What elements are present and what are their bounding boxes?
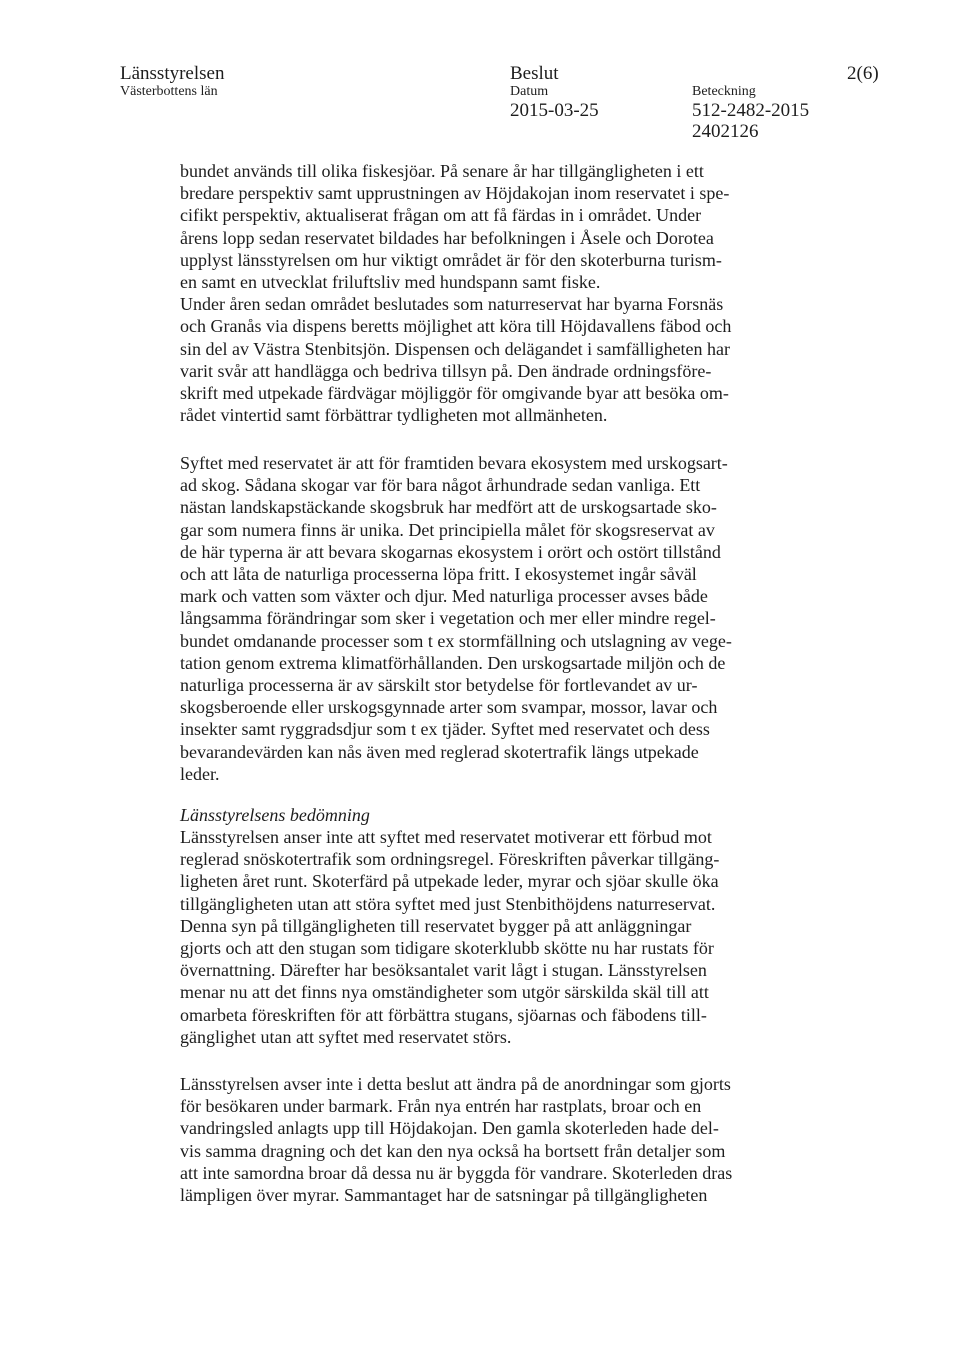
reference-extra: 2402126 bbox=[692, 121, 759, 142]
date-value: 2015-03-25 bbox=[510, 100, 599, 121]
paragraph-reserve-purpose: Syftet med reservatet är att för framtiden bevara ekosystem med urskogsart- ad skog. Sådana skogar var för bara något århundrade sedan vanliga. Ett nästan landskapstäckande skogsbruk har medfört att de urskogsartade sko- gar som numera finns är unika. Det principiella målet för skogsreservat av de här typerna är att bevara skogarnas ekosystem i orört och ostört tillstånd och att låta de naturliga processerna löpa fritt. I ekosystemet ingår såväl mark och vatten som växter och djur. Med naturliga processer avses både långsamma förändringar som sker i vegetation och mer eller mindre regel- bundet omdanande processer som t ex stormfällning och utslagning av vege- tation genom extrema klimatförhållanden. Den urskogsartade miljön och de naturliga processerna är av särskilt stor betydelse för fortlevandet av ur- skogsberoende eller urskogsgynnade arter som svampar, mossor, lavar och insekter samt ryggradsdjur som t ex tjäder. Syftet med reservatet och dess bevarandevärden kan nås även med reglerad skotertrafik längs utpekade leder. bbox=[180, 453, 732, 784]
paragraph-assessment: Länsstyrelsen anser inte att syftet med reservatet motiverar ett förbud mot reglerad snöskotertrafik som ordningsregel. Föreskriften påverkar tillgäng- ligheten året runt. Skoterfärd på utpekade leder, myrar och sjöar skulle öka tillgängligheten utan att störa syftet med just Stenbithöjdens naturreservat. Denna syn på tillgängligheten till reservatet bygger på att anläggningar gjorts och att den stugan som tidigare skoterklubb skötte nu har rustats för övernattning. Därefter har besöksantalet varit lågt i stugan. Länsstyrelsen menar nu att det finns nya omständigheter som utgör särskilda skäl till att omarbeta föreskriften för att förbättra stugans, sjöarnas och fäbodens till- gänglighet utan att syftet med reservatet störs. bbox=[180, 827, 720, 1047]
paragraph-summer-facilities: Länsstyrelsen avser inte i detta beslut att ändra på de anordningar som gjorts för besökaren under barmark. Från nya entrén har rastplats, broar och en vandringsled anlagts upp till Höjdakojan. Den gamla skoterleden hade del- vis samma dragning och det kan den nya också ha bortsett från detaljer som att inte samordna broar då dessa nu är byggda för vandrare. Skoterleden dras lämpligen över myrar. Sammantaget har de satsningar på tillgängligheten bbox=[180, 1074, 733, 1206]
organization-name: Länsstyrelsen bbox=[120, 63, 225, 84]
section-heading: Länsstyrelsens bedömning bbox=[180, 805, 370, 825]
date-label: Datum bbox=[510, 84, 549, 99]
reference-value: 512-2482-2015 bbox=[692, 100, 810, 121]
reference-label: Beteckning bbox=[692, 84, 756, 99]
document-type: Beslut bbox=[510, 63, 559, 84]
page-number: 2(6) bbox=[847, 63, 879, 84]
department-name: Västerbottens län bbox=[120, 84, 218, 99]
paragraph-access-background: bundet används till olika fiskesjöar. På senare år har tillgängligheten i ett bredare perspektiv samt upprustningen av Höjdakojan inom reservatet i spe- cifikt perspektiv, aktualiserat frågan om att få färdas in i området. Under årens lopp sedan reservatet bildades har befolkningen i Åsele och Dorotea upplyst länsstyrelsen om hur viktigt området är för den skoterburna turism- en samt en utvecklat friluftsliv med hundspann samt fiske. Under åren sedan området beslutades som naturreservat har byarna Forsnäs och Granås via dispens beretts möjlighet att köra till Höjdavallens fäbod och sin del av Västra Stenbitsjön. Dispensen och delägandet i samfälligheten har varit svår att handlägga och bedriva tillsyn på. Den ändrade ordningsföre- skrift med utpekade färdvägar möjliggör för omgivande byar att besöka om- rådet vintertid samt förbättrar tydligheten mot allmänheten. bbox=[180, 161, 732, 426]
